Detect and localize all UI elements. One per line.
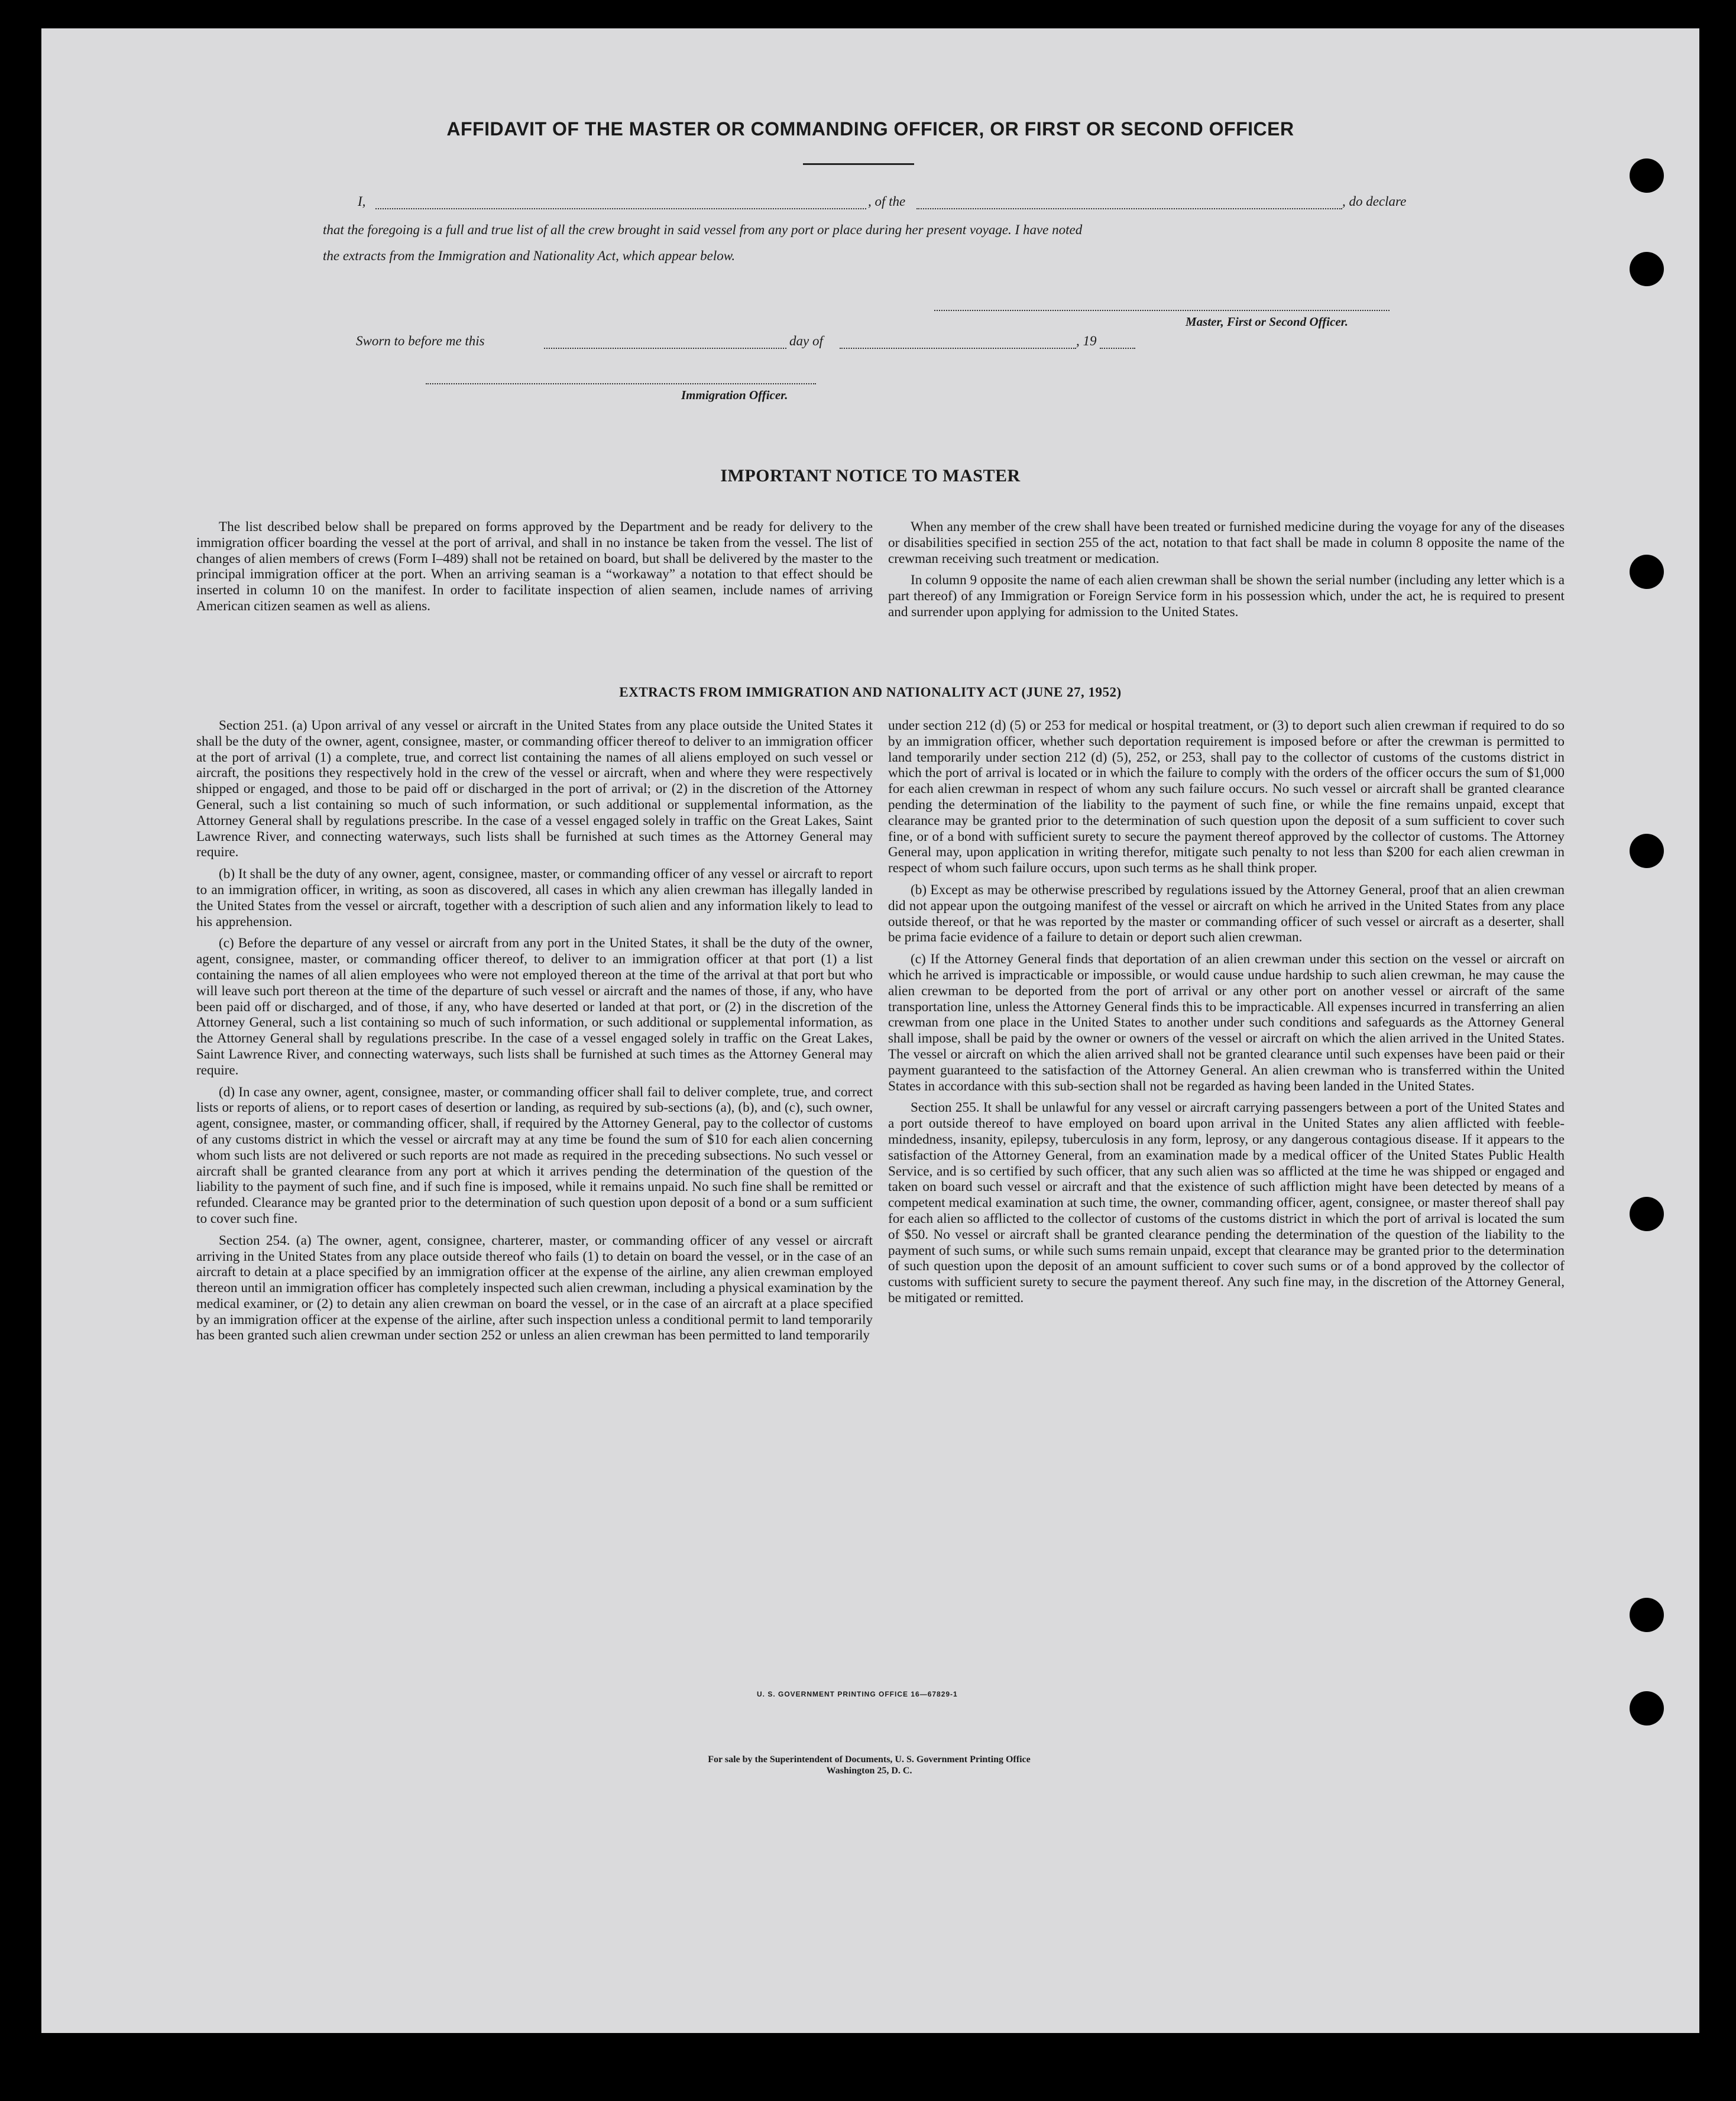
punch-hole [1630,1598,1664,1632]
immigration-officer-signature-field[interactable] [426,383,816,384]
punch-hole [1630,1197,1664,1231]
section-paragraph: (b) Except as may be otherwise prescribed by regulations issued by the Attorney General, proof that an alien crewman did not appear upon the outgoing manifest of the vessel or aircraft on which he arrived in the United States from any place outside thereof, or that he was reported by the master or commanding officer of such vessel or aircraft as a deserter, shall be prima facie evidence of a failure to detain or deport such alien crewman. [888,882,1565,946]
section-paragraph: (c) Before the departure of any vessel or aircraft from any port in the United States, it shall be the duty of the owner, agent, consignee, master, or commanding officer thereof, to deliver to an immigration officer at that port (1) a list containing the names of all alien employees who were not employed thereon at the time of the arrival at that port but who will leave such port thereon at the time of the departure of such vessel or aircraft and the names of those, if any, who have been paid off or discharged, and of those, if any, who have deserted or landed at that port, or (2) in the discretion of the Attorney General, such a list containing so much of such information, or such additional or supplemental information, as the Attorney General shall by regulations prescribe. In the case of a vessel engaged solely in traffic on the Great Lakes, Saint Lawrence River, and connecting waterways, such lists shall be furnished at such times as the Attorney General may require. [196,935,873,1078]
vessel-name-field[interactable] [916,208,1342,209]
extracts-right-column [888,718,1565,1312]
master-signature-caption: Master, First or Second Officer. [1186,315,1348,329]
year-label: , 19 [1076,334,1097,348]
section-paragraph: (b) It shall be the duty of any owner, agent, consignee, master, or commanding officer of any vessel or aircraft to report to an immigration officer, in writing, as soon as discovered, all cases in which any alien crewman has illegally landed in the United States from the vessel or aircraft, together with a description of such alien and any information likely to lead to his apprehension. [196,866,873,930]
notice-right-column [888,519,1565,626]
extracts-left-column [196,718,873,1349]
sworn-date-field[interactable] [544,348,786,349]
punch-hole [1630,158,1664,193]
section-paragraph: Section 251. (a) Upon arrival of any vessel or aircraft in the United States from any place outside the United States it shall be the duty of the owner, agent, consignee, master, or commanding officer thereof to deliver to an immigration officer at the port of arrival (1) a complete, true, and correct list containing the names of all aliens employed on such vessel or aircraft, the positions they respectively hold in the crew of the vessel or aircraft, when and where they were respectively shipped or engaged, and those to be paid off or discharged in the port of arrival; or (2) in the discretion of the Attorney General, such a list containing so much of such information, or such additional or supplemental information, as the Attorney General shall by regulations prescribe. In the case of a vessel engaged solely in traffic on the Great Lakes, Saint Lawrence River, and connecting waterways, such lists shall be furnished at such times as the Attorney General may require. [196,718,873,860]
sale-line-1: For sale by the Superintendent of Documents, U. S. Government Printing Office [708,1754,1031,1765]
notice-left-column [196,519,873,620]
affidavit-statement-line2: the extracts from the Immigration and Nationality Act, which appear below. [323,248,736,263]
section-paragraph: (c) If the Attorney General finds that deportation of an alien crewman under this section on the vessel or aircraft on which he arrived is impracticable or impossible, or would cause undue hardship to such alien crewman, he may cause the alien crewman to be deported from the port of arrival or any other port on another vessel or aircraft of the same transportation line, unless the Attorney General finds this to be impracticable. All expenses incurred in transferring an alien crewman from one place in the United States to another under such conditions and safeguards as the Attorney General shall impose, shall be paid by the owner or owners of the vessel or aircraft on which the alien arrived in the United States. The vessel or aircraft on which the alien arrived shall not be granted clearance until such expenses have been paid or their payment guaranteed to the satisfaction of the Attorney General. An alien crewman who is transferred within the United States in accordance with this sub-section shall not be regarded as having been landed in the United States. [888,951,1565,1094]
of-the-label: , of the [868,194,906,209]
affidavit-title: AFFIDAVIT OF THE MASTER OR COMMANDING OFFICER, OR FIRST OR SECOND OFFICER [446,118,1294,140]
master-signature-field[interactable] [934,310,1390,311]
punch-hole [1630,252,1664,286]
sworn-month-field[interactable] [840,348,1076,349]
notice-title: IMPORTANT NOTICE TO MASTER [720,466,1021,485]
sworn-label: Sworn to before me this [356,334,485,348]
do-declare-label: , do declare [1342,194,1407,209]
immigration-officer-caption: Immigration Officer. [681,388,788,402]
section-paragraph: Section 255. It shall be unlawful for any vessel or aircraft carrying passengers between a port of the United States and a port outside thereof to have employed on board upon arrival in the United States any alien afflicted with feeble-mindedness, insanity, epilepsy, tuberculosis in any form, leprosy, or any dangerous contagious disease. If it appears to the satisfaction of the Attorney General, from an examination made by a medical officer of the United States Public Health Service, and is so certified by such officer, that any such alien was so afflicted at the time he was shipped or engaged and taken on board such vessel or aircraft and that the existence of such affliction might have been detected by means of a competent medical examination at such time, the owner, commanding officer, agent, consignee, or master thereof shall pay for each alien so afflicted to the collector of customs of the customs district in which the port of arrival is located the sum of $50. No vessel or aircraft shall be granted clearance pending the determination of the question of the liability to the payment of such sums, or while such sums remain unpaid, except that clearance may be granted prior to the determination of such question upon the deposit of an amount sufficient to cover such sums or of a bond approved by the collector of customs with sufficient surety to secure the payment thereof. Any such fine may, in the discretion of the Attorney General, be mitigated or remitted. [888,1100,1565,1306]
notice-paragraph: In column 9 opposite the name of each alien crewman shall be shown the serial number (including any letter which is a part thereof) of any Immigration or Foreign Service form in his possession which, under the act, he is required to present and surrender upon applying for admission to the United States. [888,572,1565,620]
punch-hole [1630,834,1664,868]
printer-imprint: U. S. GOVERNMENT PRINTING OFFICE 16—67829-1 [757,1690,958,1698]
declarant-name-field[interactable] [375,208,866,209]
declarant-label: I, [358,194,366,209]
section-paragraph: (d) In case any owner, agent, consignee, master, or commanding officer shall fail to deliver complete, true, and correct lists or reports of aliens, or to report cases of desertion or landing, as required by sub-sections (a), (b), and (c), such owner, agent, consignee, master, or commanding officer, shall, if required by the Attorney General, pay to the collector of customs of any customs district in which the vessel or aircraft may at any time be found the sum of $10 for each alien concerning whom such lists are not delivered or such reports are not made as required in the preceding subsections. No such vessel or aircraft shall be granted clearance from any port at which it arrives pending the determination of the question of the liability to the payment of such fine, and if such fine is imposed, while it remains unpaid. No such fine shall be remitted or refunded. Clearance may be granted prior to the determination of such question upon deposit of a bond or a sum sufficient to cover such fine. [196,1084,873,1226]
notice-paragraph: When any member of the crew shall have been treated or furnished medicine during the voyage for any of the diseases or disabilities specified in section 255 of the act, notation to that fact shall be made in column 8 opposite the name of the crewman receiving such treatment or medication. [888,519,1565,566]
section-paragraph: under section 212 (d) (5) or 253 for medical or hospital treatment, or (3) to deport such alien crewman if required to do so by an immigration officer, whether such deportation requirement is imposed before or after the crewman is permitted to land temporarily under section 212 (d) (5), 252, or 253, shall pay to the collector of customs of the customs district in which the port of arrival is located or in which the failure to comply with the orders of the officer occurs the sum of $1,000 for each alien crewman in respect of whom any such failure occurs. No such vessel or aircraft shall be granted clearance pending the determination of the liability to the payment of such fine, or while the fine remains unpaid, except that clearance may be granted prior to the determination of such question upon the deposit of a sum sufficient to cover such fine, or of a bond with sufficient surety to secure the payment thereof approved by the collector of customs. The Attorney General may, upon application in writing therefor, mitigate such penalty to not less than $200 for each alien crewman in respect of whom such failure occurs, upon such terms as he shall think proper. [888,718,1565,876]
section-paragraph: Section 254. (a) The owner, agent, consignee, charterer, master, or commanding officer of any vessel or aircraft arriving in the United States from any place outside thereof who fails (1) to detain on board the vessel, or in the case of an aircraft to detain at a place specified by an immigration officer at the expense of the airline, any alien crewman employed thereon until an immigration officer has completely inspected such alien crewman, including a physical examination by the medical examiner, or (2) to detain any alien crewman on board the vessel, or in the case of an aircraft at a place specified by an immigration officer at the expense of the airline, after such inspection unless a conditional permit to land temporarily has been granted such alien crewman under section 252 or unless an alien crewman has been permitted to land temporarily [196,1232,873,1344]
sale-notice [574,1754,1165,1776]
document-page [41,28,1699,2033]
notice-paragraph: The list described below shall be prepared on forms approved by the Department and be ready for delivery to the immigration officer boarding the vessel at the port of arrival, and shall in no instance be taken from the vessel. The list of changes of alien members of crews (Form I–489) shall not be retained on board, but shall be delivered by the master to the principal immigration officer at the port. When an arriving seaman is a “workaway” a notation to that effect should be inserted in column 10 on the manifest. In order to facilitate inspection of alien seamen, include names of arriving American citizen seamen as well as aliens. [196,519,873,614]
day-of-label: day of [789,334,823,348]
title-rule [803,163,914,165]
sale-line-2: Washington 25, D. C. [826,1766,912,1776]
punch-hole [1630,555,1664,589]
punch-hole [1630,1691,1664,1726]
affidavit-statement-line1: that the foregoing is a full and true list of all the crew brought in said vessel from any port or place during her present voyage. I have noted [323,222,1083,237]
sworn-year-field[interactable] [1100,348,1135,349]
extracts-title: EXTRACTS FROM IMMIGRATION AND NATIONALITY ACT (JUNE 27, 1952) [619,685,1122,700]
